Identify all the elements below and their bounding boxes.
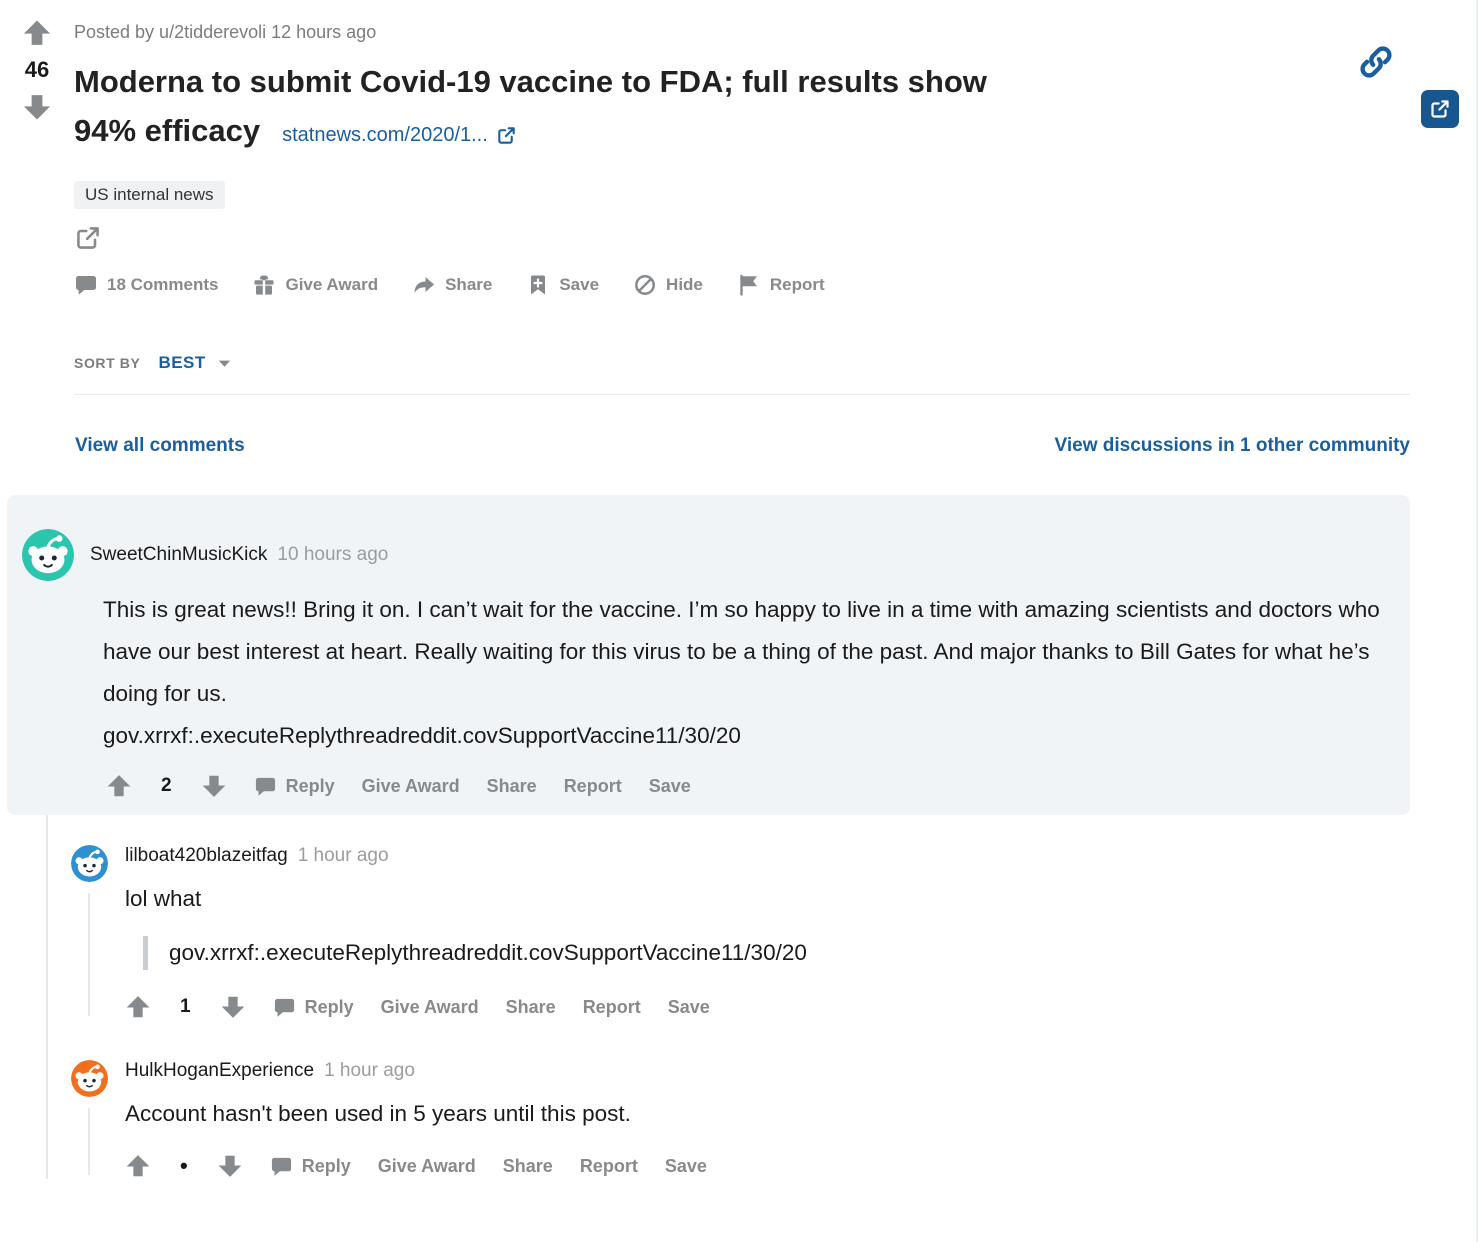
sort-by-label: SORT BY bbox=[74, 355, 141, 371]
comment-icon bbox=[270, 1155, 293, 1178]
hide-icon bbox=[633, 273, 657, 297]
comment-blockquote: gov.xrrxf:.executeReplythreadreddit.covSupportVaccine11/30/20 bbox=[143, 936, 1476, 970]
save-button[interactable] bbox=[526, 273, 599, 297]
outbound-link-text[interactable]: statnews.com/2020/1... bbox=[282, 124, 488, 146]
save-button[interactable]: Save bbox=[667, 996, 710, 1017]
comment-body: lol what bbox=[125, 886, 202, 911]
comment-username[interactable]: HulkHoganExperience bbox=[125, 1060, 315, 1081]
post-main bbox=[74, 10, 1476, 395]
comment-icon bbox=[254, 775, 277, 798]
external-link-icon bbox=[1429, 98, 1451, 120]
comment-highlighted bbox=[7, 495, 1410, 815]
comment-header bbox=[125, 845, 1476, 867]
comment-icon bbox=[273, 996, 296, 1019]
comment-icon bbox=[74, 273, 98, 297]
post-vote-column bbox=[0, 10, 74, 395]
comment-timestamp: 10 hours ago bbox=[277, 544, 389, 565]
comment-timestamp: 1 hour ago bbox=[324, 1060, 415, 1081]
downvote-icon[interactable] bbox=[22, 92, 52, 122]
comment-header bbox=[125, 1060, 1476, 1082]
downvote-icon[interactable] bbox=[220, 994, 246, 1020]
downvote-icon[interactable] bbox=[217, 1153, 243, 1179]
comment-action-bar bbox=[125, 1153, 1476, 1179]
reply-label: Reply bbox=[285, 775, 335, 796]
snoo-avatar-icon bbox=[22, 529, 74, 581]
comment-action-bar bbox=[125, 994, 1476, 1020]
give-award-button[interactable]: Give Award bbox=[361, 775, 460, 796]
upvote-icon[interactable] bbox=[125, 1153, 151, 1179]
save-button[interactable]: Save bbox=[648, 775, 691, 796]
share-icon bbox=[412, 273, 436, 297]
gift-icon bbox=[252, 273, 276, 297]
post-title-line1: Moderna to submit Covid-19 vaccine to FDA; full results show bbox=[74, 64, 987, 99]
report-button[interactable]: Report bbox=[563, 775, 622, 796]
hide-label: Hide bbox=[666, 275, 703, 294]
comment-score: • bbox=[180, 1153, 188, 1178]
share-button[interactable]: Share bbox=[502, 1155, 553, 1176]
comment bbox=[71, 1060, 1476, 1179]
comment-thread bbox=[0, 495, 1476, 1179]
hide-button[interactable] bbox=[633, 273, 703, 297]
post bbox=[0, 0, 1476, 395]
snoo-avatar-icon bbox=[71, 1060, 108, 1097]
sort-value[interactable]: BEST bbox=[158, 353, 206, 372]
give-award-button[interactable] bbox=[252, 273, 378, 297]
reply-button[interactable] bbox=[254, 775, 335, 798]
post-outbound-link[interactable] bbox=[282, 124, 517, 146]
post-action-bar bbox=[74, 273, 1476, 297]
comment-score: 1 bbox=[180, 996, 191, 1017]
flag-icon bbox=[737, 273, 761, 297]
save-button[interactable]: Save bbox=[664, 1155, 707, 1176]
post-title bbox=[74, 57, 1254, 160]
upvote-icon[interactable] bbox=[106, 773, 132, 799]
comment-body-code-line: gov.xrrxf:.executeReplythreadreddit.covSupportVaccine11/30/20 bbox=[103, 723, 741, 748]
comment-username[interactable]: lilboat420blazeitfag bbox=[125, 845, 288, 866]
post-flair[interactable]: US internal news bbox=[74, 181, 225, 209]
view-discussions-link[interactable]: View discussions in 1 other community bbox=[1054, 435, 1410, 456]
copy-link-button[interactable] bbox=[1356, 42, 1396, 87]
post-thumbnail-external-link[interactable] bbox=[74, 224, 104, 257]
comment-action-bar bbox=[106, 773, 1386, 799]
comments-button[interactable] bbox=[74, 273, 218, 297]
report-button[interactable]: Report bbox=[582, 996, 641, 1017]
reply-button[interactable] bbox=[273, 996, 354, 1019]
upvote-icon[interactable] bbox=[125, 994, 151, 1020]
report-label: Report bbox=[769, 275, 825, 294]
link-chain-icon bbox=[1356, 42, 1396, 82]
divider bbox=[74, 394, 1410, 395]
comment-score: 2 bbox=[161, 775, 172, 796]
sort-row bbox=[74, 353, 1476, 373]
reply-label: Reply bbox=[304, 996, 354, 1017]
share-label: Share bbox=[445, 275, 493, 294]
avatar[interactable] bbox=[22, 529, 74, 581]
save-label: Save bbox=[559, 275, 600, 294]
comments-section bbox=[0, 495, 1476, 1179]
share-button[interactable]: Share bbox=[486, 775, 537, 796]
report-button[interactable] bbox=[737, 273, 825, 297]
post-title-line2: 94% efficacy bbox=[74, 113, 261, 148]
share-button[interactable] bbox=[412, 273, 492, 297]
chevron-down-icon[interactable] bbox=[216, 355, 233, 372]
snoo-avatar-icon bbox=[71, 845, 108, 882]
give-award-button[interactable]: Give Award bbox=[380, 996, 479, 1017]
report-button[interactable]: Report bbox=[579, 1155, 638, 1176]
comment-header bbox=[22, 529, 1386, 581]
comment-timestamp: 1 hour ago bbox=[297, 845, 389, 866]
comments-nav-row bbox=[75, 435, 1410, 457]
upvote-icon[interactable] bbox=[22, 18, 52, 48]
comment-username[interactable]: SweetChinMusicKick bbox=[90, 544, 268, 565]
comment-body: Account hasn't been used in 5 years until this post. bbox=[125, 1101, 631, 1126]
avatar[interactable] bbox=[71, 845, 108, 882]
external-link-icon bbox=[496, 125, 517, 146]
post-score: 46 bbox=[24, 57, 50, 82]
share-button[interactable]: Share bbox=[505, 996, 556, 1017]
external-link-icon bbox=[74, 224, 102, 252]
comment bbox=[71, 845, 1476, 1020]
comments-count-label: 18 Comments bbox=[107, 275, 219, 294]
comment-body: This is great news!! Bring it on. I can’t wait for the vaccine. I’m so happy to live in a time with amazing scientists and doctors who have our best interest at heart. Really waiting for this virus to be a thing of the past. And major thanks to Bill Gates for what he’s doing for us. bbox=[103, 597, 1380, 706]
nested-comments bbox=[71, 845, 1476, 1179]
reply-label: Reply bbox=[301, 1155, 351, 1176]
reply-button[interactable] bbox=[270, 1155, 351, 1178]
give-award-label: Give Award bbox=[285, 275, 379, 294]
downvote-icon[interactable] bbox=[201, 773, 227, 799]
bookmark-plus-icon bbox=[526, 273, 550, 297]
view-all-comments-link[interactable]: View all comments bbox=[75, 435, 245, 456]
post-meta[interactable]: Posted by u/2tidderevoli 12 hours ago bbox=[74, 22, 377, 42]
open-external-button[interactable] bbox=[1421, 90, 1459, 128]
give-award-button[interactable]: Give Award bbox=[377, 1155, 476, 1176]
avatar[interactable] bbox=[71, 1060, 108, 1097]
